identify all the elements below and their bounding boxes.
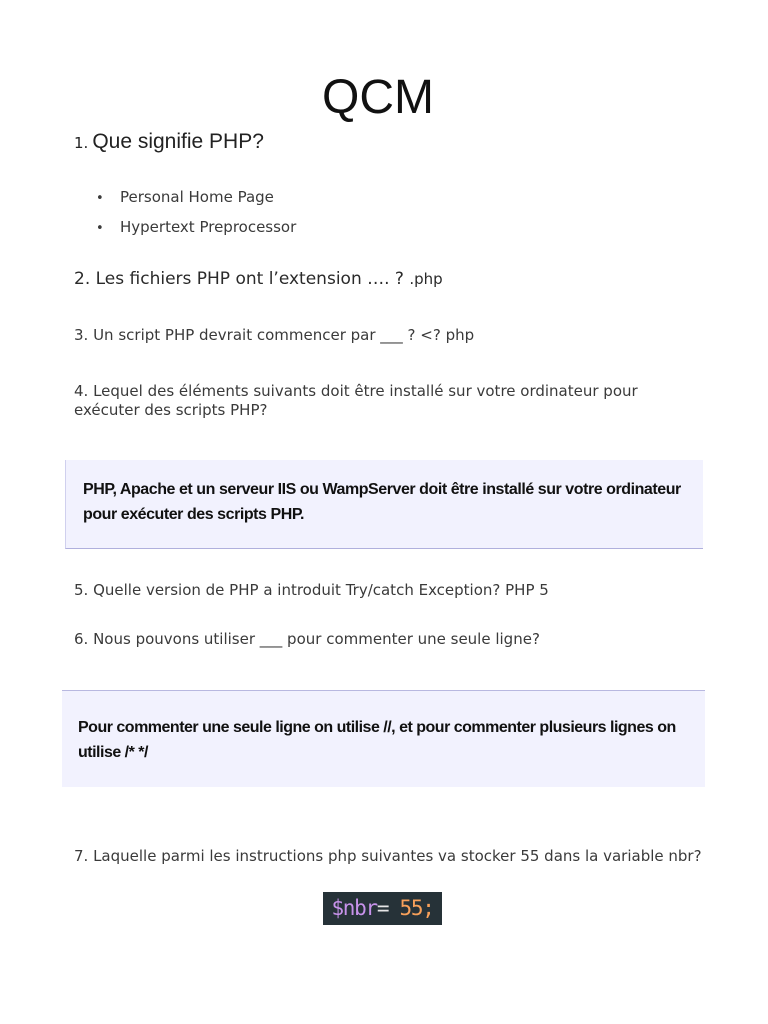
- question-1-number: 1.: [74, 134, 89, 152]
- question-1-options: [96, 183, 296, 243]
- code-operator: =: [376, 896, 400, 920]
- bullet-icon: •: [96, 221, 104, 236]
- question-6: 6. Nous pouvons utiliser ___ pour commenter une seule ligne?: [74, 630, 540, 648]
- question-2-answer: .php: [409, 270, 443, 288]
- code-snippet: [323, 892, 442, 925]
- question-5: 5. Quelle version de PHP a introduit Try/catch Exception? PHP 5: [74, 581, 549, 599]
- code-value: 55;: [399, 896, 434, 920]
- question-2: [74, 268, 443, 290]
- answer-box-2: Pour commenter une seule ligne on utilise //, et pour commenter plusieurs lignes on utilise /* */: [62, 690, 705, 787]
- question-4: 4. Lequel des éléments suivants doit être installé sur votre ordinateur pour exécuter des scripts PHP?: [74, 382, 638, 419]
- question-3: 3. Un script PHP devrait commencer par ___ ? <? php: [74, 326, 475, 344]
- question-1: [74, 128, 264, 157]
- question-1-text: Que signifie PHP?: [92, 130, 264, 153]
- option-label: Hypertext Preprocessor: [120, 218, 297, 236]
- list-item: [96, 183, 296, 213]
- question-2-text: 2. Les fichiers PHP ont l’extension …. ?: [74, 269, 404, 289]
- option-label: Personal Home Page: [120, 188, 274, 206]
- list-item: [96, 213, 296, 243]
- answer-box-1: PHP, Apache et un serveur IIS ou WampServer doit être installé sur votre ordinateur pour exécuter des scripts PHP.: [65, 460, 703, 549]
- code-variable: $nbr: [331, 896, 377, 920]
- question-7: 7. Laquelle parmi les instructions php suivantes va stocker 55 dans la variable nbr?: [74, 847, 702, 865]
- page-title: QCM: [322, 71, 434, 124]
- bullet-icon: •: [96, 191, 104, 206]
